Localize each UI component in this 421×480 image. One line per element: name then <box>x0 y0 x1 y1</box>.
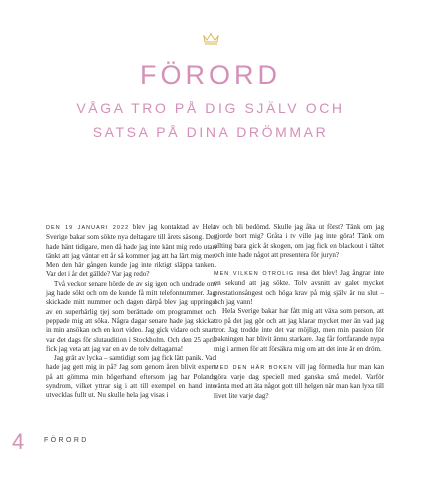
text-column-left <box>46 223 216 401</box>
paragraph-text: Hela Sverige bakar har fått mig att växa som person, att tro på det jag gör och att jag klarar mycket mer än vad jag tror. Jag trodde inte det var möjligt, men min passion för bakningen har blivit ännu starkare. Jag får fortfarande nypa mig i armen för att försäkra mig om att det inte är en dröm. <box>214 307 384 353</box>
paragraph-text: resa det blev! Jag ångrar inte en sekund att jag sökte. Tolv avsnitt av galet mycket prestationsångest och höga krav på mig själv är nu slut – och jag vann! <box>214 269 384 307</box>
paragraph-lead: MED DEN HÄR BOKEN <box>214 364 294 371</box>
paragraph-lead: DEN 19 JANUARI 2022 <box>46 225 130 231</box>
paragraph <box>214 307 384 353</box>
chapter-subtitle: VÅGA TRO PÅ DIG SJÄLV OCH SATSA PÅ DINA DRÖMMAR <box>76 100 345 140</box>
paragraph-lead: MEN VILKEN OTROLIG <box>214 271 295 278</box>
paragraph <box>46 223 216 280</box>
paragraph-text: Två veckor senare hörde de av sig igen och undrade om jag hade sökt och om de kunde få mitt telefonnummer. Jag skickade mitt nummer och dagen därpå blev jag uppringd av en superhärlig tjej som berättade om programmet och peppade mig att söka. Några dagar senare hade jag skickat in min ansökan och en kort video. Jag gick vidare och snart var det dags för slutaudition i Stockholm. Och den 25 april fick jag veta att jag var en av de tolv deltagarna! <box>46 279 216 353</box>
paragraph <box>214 269 384 307</box>
paragraph <box>214 363 384 401</box>
paragraph <box>214 223 384 260</box>
paragraph-text: blev jag kontaktad av Hela Sverige bakar som sökte nya deltagare till årets säsong. Det hade hänt tidigare, men då hade jag inte känt mig redo utan tänkt att jag väntar ett år så kommer jag att ha lärt mig mer. Men den här gången kunde jag inte riktigt släppa tanken. Var det i år det gällde? Var jag redo? <box>46 223 216 279</box>
crown-icon <box>203 33 219 45</box>
chapter-title: FÖRORD <box>140 60 281 90</box>
paragraph <box>46 354 216 400</box>
running-footer: FÖRORD <box>44 437 89 444</box>
paragraph-text: vill jag förmedla hur man kan göra varje dag speciell med ganska små medel. Varför vänta med att äta något gott till helgen när man kan lyxa till livet lite varje dag? <box>214 362 384 400</box>
paragraph <box>46 280 216 354</box>
text-column-right <box>214 223 384 401</box>
paragraph-text: tv och bli bedömd. Skulle jag åka ut först? Tänk om jag gjorde bort mig? Gråta i tv ville jag inte göra! Tänk om allting bara gick åt skogen, om jag fick en blackout i tältet och inte hade något att presentera för juryn? <box>214 223 384 259</box>
paragraph-text: Jag grät av lycka – samtidigt som jag fick lätt panik. Vad hade jag gett mig in på? Jag som genom åren blivit expert på att gömma min högerhand eftersom jag har Polands syndrom, vilket yttrar sig i att till exempel en hand inte utvecklas fullt ut. Nu skulle hela jag visas i <box>46 354 216 400</box>
page-number: 4 <box>12 429 25 454</box>
